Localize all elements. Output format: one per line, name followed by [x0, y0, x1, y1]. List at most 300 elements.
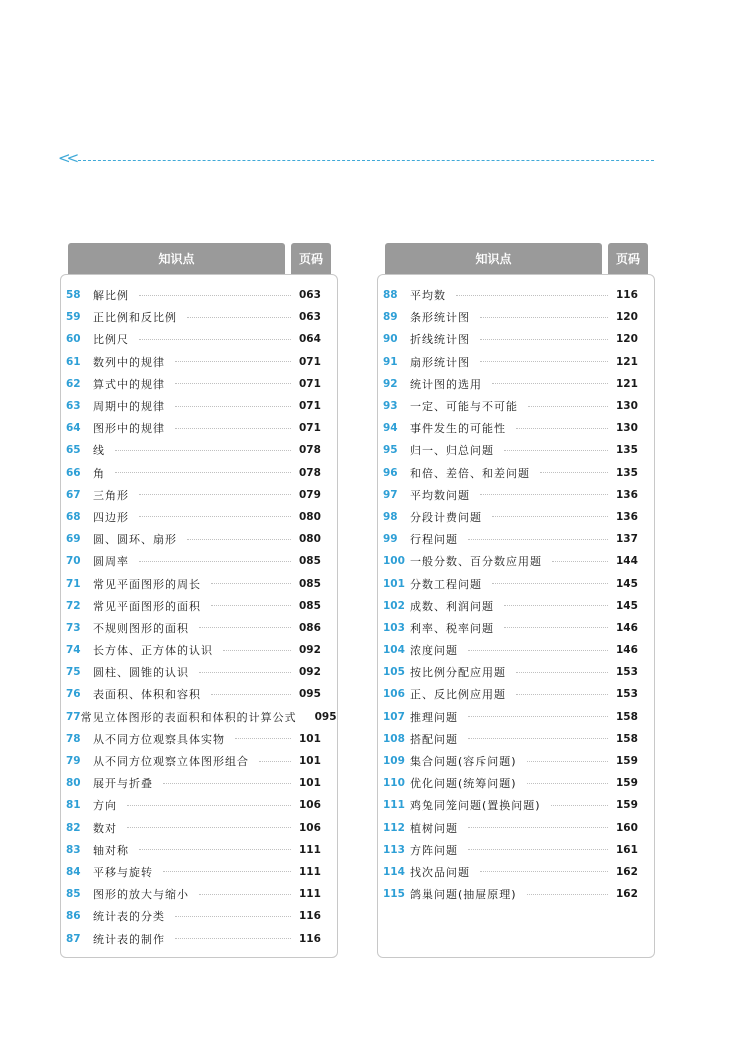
entry-title: 事件发生的可能性 — [410, 422, 506, 436]
toc-entry[interactable] — [378, 595, 654, 617]
entry-title: 常见平面图形的面积 — [93, 599, 201, 613]
entry-number: 99 — [383, 533, 398, 546]
dot-leader — [527, 894, 608, 895]
toc-entry[interactable] — [378, 395, 654, 417]
dot-leader — [492, 583, 608, 584]
entry-number: 85 — [66, 888, 81, 901]
entry-number: 109 — [383, 755, 405, 768]
toc-entry[interactable] — [61, 927, 337, 949]
toc-entry[interactable] — [378, 284, 654, 306]
toc-entry[interactable] — [61, 373, 337, 395]
entry-title: 线 — [93, 444, 105, 458]
entry-page: 145 — [616, 577, 638, 590]
entry-title: 圆周率 — [93, 555, 129, 569]
entry-number: 110 — [383, 777, 405, 790]
entry-number: 112 — [383, 821, 405, 834]
entry-page: 135 — [616, 444, 638, 457]
dot-leader — [139, 339, 291, 340]
entry-title: 集合问题(容斥问题) — [410, 755, 517, 769]
entry-title: 推理问题 — [410, 710, 458, 724]
entry-page: 111 — [299, 865, 321, 878]
entry-title: 按比例分配应用题 — [410, 666, 506, 680]
entry-number: 102 — [383, 599, 405, 612]
toc-entry[interactable] — [61, 572, 337, 594]
entry-title: 一定、可能与不可能 — [410, 400, 518, 414]
entry-title: 展开与折叠 — [93, 777, 153, 791]
toc-entry[interactable] — [61, 772, 337, 794]
entry-title: 圆柱、圆锥的认识 — [93, 666, 189, 680]
entry-title: 一般分数、百分数应用题 — [410, 555, 542, 569]
entry-page: 071 — [299, 377, 321, 390]
dot-leader — [235, 738, 291, 739]
toc-entry[interactable] — [378, 683, 654, 705]
toc-entry[interactable] — [378, 506, 654, 528]
entry-page: 161 — [616, 843, 638, 856]
toc-entry[interactable] — [378, 794, 654, 816]
entry-number: 77 — [66, 710, 81, 723]
entry-title: 优化问题(统筹问题) — [410, 777, 517, 791]
entry-title: 植树问题 — [410, 821, 458, 835]
toc-entry[interactable] — [378, 861, 654, 883]
entry-number: 114 — [383, 865, 405, 878]
entry-number: 115 — [383, 888, 405, 901]
toc-entry[interactable] — [61, 728, 337, 750]
entry-title: 正比例和反比例 — [93, 311, 177, 325]
toc-entry[interactable] — [378, 728, 654, 750]
entry-page: 136 — [616, 488, 638, 501]
entry-page: 120 — [616, 311, 638, 324]
dot-leader — [139, 516, 291, 517]
dot-leader — [175, 428, 291, 429]
entry-page: 085 — [299, 599, 321, 612]
dot-leader — [468, 738, 608, 739]
entry-title: 从不同方位观察具体实物 — [93, 732, 225, 746]
entry-title: 数对 — [93, 821, 117, 835]
entry-number: 83 — [66, 843, 81, 856]
entry-page: 106 — [299, 821, 321, 834]
entry-number: 70 — [66, 555, 81, 568]
toc-list — [61, 284, 337, 950]
entry-page: 121 — [616, 355, 638, 368]
entry-title: 成数、利润问题 — [410, 599, 494, 613]
entry-title: 行程问题 — [410, 533, 458, 547]
dot-leader — [480, 317, 608, 318]
toc-entry[interactable] — [61, 395, 337, 417]
entry-page: 158 — [616, 710, 638, 723]
toc-entry[interactable] — [61, 484, 337, 506]
entry-number: 76 — [66, 688, 81, 701]
entry-number: 71 — [66, 577, 81, 590]
toc-entry[interactable] — [378, 772, 654, 794]
dot-leader — [175, 406, 291, 407]
entry-page: 071 — [299, 400, 321, 413]
entry-page: 145 — [616, 599, 638, 612]
entry-page: 095 — [299, 688, 321, 701]
entry-title: 归一、归总问题 — [410, 444, 494, 458]
dot-leader — [115, 450, 291, 451]
toc-entry[interactable] — [61, 839, 337, 861]
entry-number: 113 — [383, 843, 405, 856]
entry-number: 67 — [66, 488, 81, 501]
toc-entry[interactable] — [61, 462, 337, 484]
toc-entry[interactable] — [61, 528, 337, 550]
dot-leader — [175, 938, 291, 939]
toc-entry[interactable] — [378, 528, 654, 550]
entry-number: 75 — [66, 666, 81, 679]
toc-entry[interactable] — [378, 328, 654, 350]
entry-title: 找次品问题 — [410, 865, 470, 879]
toc-entry[interactable] — [378, 839, 654, 861]
toc-entry[interactable] — [378, 484, 654, 506]
entry-number: 97 — [383, 488, 398, 501]
dot-leader — [163, 871, 291, 872]
entry-page: 071 — [299, 422, 321, 435]
entry-title: 常见立体图形的表面积和体积的计算公式 — [80, 710, 297, 724]
toc-entry[interactable] — [61, 905, 337, 927]
entry-title: 轴对称 — [93, 843, 129, 857]
entry-number: 60 — [66, 333, 81, 346]
entry-title: 浓度问题 — [410, 644, 458, 658]
toc-entry[interactable] — [378, 306, 654, 328]
toc-entry[interactable] — [378, 572, 654, 594]
dot-leader — [211, 694, 291, 695]
dot-leader — [468, 539, 608, 540]
dot-leader — [139, 295, 291, 296]
entry-number: 104 — [383, 644, 405, 657]
entry-page: 136 — [616, 510, 638, 523]
entry-title: 算式中的规律 — [93, 377, 165, 391]
entry-number: 91 — [383, 355, 398, 368]
entry-page: 079 — [299, 488, 321, 501]
entry-page: 092 — [299, 666, 321, 679]
double-chevron-left-icon: << — [58, 149, 76, 167]
toc-entry[interactable] — [61, 595, 337, 617]
toc-entry[interactable] — [378, 462, 654, 484]
dashed-line — [78, 160, 654, 161]
dot-leader — [527, 761, 608, 762]
entry-number: 81 — [66, 799, 81, 812]
toc-entry[interactable] — [61, 883, 337, 905]
toc-panel-right — [377, 243, 655, 959]
entry-page: 130 — [616, 422, 638, 435]
entry-number: 96 — [383, 466, 398, 479]
toc-panel-left — [60, 243, 338, 959]
entry-page: 071 — [299, 355, 321, 368]
entry-title: 表面积、体积和容积 — [93, 688, 201, 702]
entry-page: 078 — [299, 444, 321, 457]
entry-title: 圆、圆环、扇形 — [93, 533, 177, 547]
entry-page: 080 — [299, 533, 321, 546]
toc-entry[interactable] — [61, 328, 337, 350]
toc-entry[interactable] — [61, 817, 337, 839]
entry-number: 111 — [383, 799, 405, 812]
entry-page: 063 — [299, 289, 321, 302]
entry-page: 162 — [616, 888, 638, 901]
entry-title: 周期中的规律 — [93, 400, 165, 414]
entry-page: 111 — [299, 843, 321, 856]
dot-leader — [468, 650, 608, 651]
entry-number: 73 — [66, 621, 81, 634]
dot-leader — [516, 672, 608, 673]
entry-number: 59 — [66, 311, 81, 324]
dot-leader — [139, 849, 291, 850]
entry-page: 144 — [616, 555, 638, 568]
dot-leader — [468, 827, 608, 828]
entry-title: 条形统计图 — [410, 311, 470, 325]
entry-number: 69 — [66, 533, 81, 546]
entry-number: 90 — [383, 333, 398, 346]
entry-number: 79 — [66, 755, 81, 768]
dot-leader — [139, 494, 291, 495]
dot-leader — [540, 472, 608, 473]
entry-number: 84 — [66, 865, 81, 878]
entry-page: 121 — [616, 377, 638, 390]
entry-title: 利率、税率问题 — [410, 621, 494, 635]
toc-entry[interactable] — [378, 883, 654, 905]
entry-page: 101 — [299, 777, 321, 790]
entry-number: 106 — [383, 688, 405, 701]
entry-title: 三角形 — [93, 488, 129, 502]
toc-entry[interactable] — [378, 617, 654, 639]
entry-title: 鸡兔同笼问题(置换问题) — [410, 799, 541, 813]
entry-page: 116 — [299, 932, 321, 945]
entry-title: 分段计费问题 — [410, 510, 482, 524]
toc-entry[interactable] — [378, 373, 654, 395]
dot-leader — [492, 383, 608, 384]
dot-leader — [127, 827, 291, 828]
dot-leader — [504, 605, 608, 606]
entry-page: 160 — [616, 821, 638, 834]
dot-leader — [528, 406, 608, 407]
dot-leader — [163, 783, 291, 784]
toc-entry[interactable] — [378, 417, 654, 439]
dot-leader — [187, 539, 291, 540]
entry-page: 116 — [299, 910, 321, 923]
dot-leader — [115, 472, 291, 473]
dot-leader — [551, 805, 608, 806]
toc-entry[interactable] — [61, 639, 337, 661]
entry-number: 62 — [66, 377, 81, 390]
entry-number: 65 — [66, 444, 81, 457]
entry-title: 图形的放大与缩小 — [93, 888, 189, 902]
topic-column-header: 知识点 — [385, 243, 602, 274]
entry-number: 74 — [66, 644, 81, 657]
entry-page: 146 — [616, 644, 638, 657]
entry-page: 159 — [616, 777, 638, 790]
entry-number: 101 — [383, 577, 405, 590]
entry-page: 153 — [616, 666, 638, 679]
toc-entry[interactable] — [378, 750, 654, 772]
entry-title: 角 — [93, 466, 105, 480]
dot-leader — [504, 627, 608, 628]
dot-leader — [211, 583, 291, 584]
entry-title: 扇形统计图 — [410, 355, 470, 369]
entry-title: 方阵问题 — [410, 843, 458, 857]
entry-page: 116 — [616, 289, 638, 302]
entry-number: 86 — [66, 910, 81, 923]
entry-page: 162 — [616, 865, 638, 878]
toc-entry[interactable] — [61, 706, 337, 728]
entry-number: 61 — [66, 355, 81, 368]
dot-leader — [139, 561, 291, 562]
entry-title: 方向 — [93, 799, 117, 813]
entry-number: 78 — [66, 732, 81, 745]
dot-leader — [492, 516, 608, 517]
dot-leader — [175, 383, 291, 384]
entry-title: 比例尺 — [93, 333, 129, 347]
toc-entry[interactable] — [378, 639, 654, 661]
toc-entry[interactable] — [61, 284, 337, 306]
entry-number: 93 — [383, 400, 398, 413]
entry-title: 正、反比例应用题 — [410, 688, 506, 702]
toc-entry[interactable] — [61, 861, 337, 883]
dot-leader — [480, 871, 608, 872]
entry-number: 89 — [383, 311, 398, 324]
entry-title: 数列中的规律 — [93, 355, 165, 369]
entry-page: 086 — [299, 621, 321, 634]
entry-title: 折线统计图 — [410, 333, 470, 347]
toc-entry[interactable] — [61, 439, 337, 461]
toc-entry[interactable] — [61, 661, 337, 683]
dot-leader — [480, 339, 608, 340]
entry-title: 从不同方位观察立体图形组合 — [93, 755, 249, 769]
entry-page: 153 — [616, 688, 638, 701]
toc-entry[interactable] — [61, 550, 337, 572]
dot-leader — [552, 561, 608, 562]
entry-page: 063 — [299, 311, 321, 324]
dot-leader — [516, 428, 608, 429]
page-column-header: 页码 — [608, 243, 648, 274]
entry-number: 88 — [383, 289, 398, 302]
entry-number: 100 — [383, 555, 405, 568]
dot-leader — [199, 627, 291, 628]
entry-number: 64 — [66, 422, 81, 435]
entry-title: 分数工程问题 — [410, 577, 482, 591]
dot-leader — [223, 650, 291, 651]
entry-number: 63 — [66, 400, 81, 413]
entry-title: 解比例 — [93, 289, 129, 303]
dot-leader — [456, 295, 608, 296]
entry-title: 四边形 — [93, 510, 129, 524]
toc-list-box — [60, 274, 338, 958]
toc-entry[interactable] — [378, 550, 654, 572]
entry-number: 98 — [383, 510, 398, 523]
toc-entry[interactable] — [61, 306, 337, 328]
toc-entry[interactable] — [378, 351, 654, 373]
entry-page: 064 — [299, 333, 321, 346]
toc-entry[interactable] — [378, 439, 654, 461]
toc-entry[interactable] — [61, 617, 337, 639]
entry-title: 平均数问题 — [410, 488, 470, 502]
toc-entry[interactable] — [378, 706, 654, 728]
entry-number: 95 — [383, 444, 398, 457]
entry-number: 105 — [383, 666, 405, 679]
toc-entry[interactable] — [378, 661, 654, 683]
dot-leader — [259, 761, 291, 762]
dot-leader — [175, 361, 291, 362]
entry-number: 80 — [66, 777, 81, 790]
entry-title: 平移与旋转 — [93, 865, 153, 879]
dot-leader — [480, 494, 608, 495]
toc-entry[interactable] — [61, 683, 337, 705]
entry-page: 158 — [616, 732, 638, 745]
entry-number: 58 — [66, 289, 81, 302]
entry-number: 92 — [383, 377, 398, 390]
dot-leader — [127, 805, 291, 806]
dot-leader — [211, 605, 291, 606]
dot-leader — [187, 317, 291, 318]
entry-number: 94 — [383, 422, 398, 435]
topic-column-header: 知识点 — [68, 243, 285, 274]
entry-page: 078 — [299, 466, 321, 479]
entry-title: 长方体、正方体的认识 — [93, 644, 213, 658]
dot-leader — [480, 361, 608, 362]
toc-entry[interactable] — [61, 794, 337, 816]
entry-page: 159 — [616, 755, 638, 768]
entry-page: 085 — [299, 577, 321, 590]
entry-page: 085 — [299, 555, 321, 568]
entry-page: 137 — [616, 533, 638, 546]
entry-title: 鸽巢问题(抽屉原理) — [410, 888, 517, 902]
entry-title: 不规则图形的面积 — [93, 621, 189, 635]
dot-leader — [468, 716, 608, 717]
dot-leader — [504, 450, 608, 451]
entry-page: 101 — [299, 755, 321, 768]
entry-number: 108 — [383, 732, 405, 745]
entry-number: 68 — [66, 510, 81, 523]
entry-page: 146 — [616, 621, 638, 634]
entry-title: 统计表的制作 — [93, 932, 165, 946]
dot-leader — [516, 694, 608, 695]
entry-number: 82 — [66, 821, 81, 834]
entry-title: 统计图的选用 — [410, 377, 482, 391]
entry-page: 159 — [616, 799, 638, 812]
toc-entry[interactable] — [378, 817, 654, 839]
entry-number: 107 — [383, 710, 405, 723]
dot-leader — [468, 849, 608, 850]
entry-page: 120 — [616, 333, 638, 346]
entry-title: 搭配问题 — [410, 732, 458, 746]
toc-list — [378, 284, 654, 905]
toc-entry[interactable] — [61, 750, 337, 772]
entry-page: 080 — [299, 510, 321, 523]
entry-page: 092 — [299, 644, 321, 657]
entry-page: 135 — [616, 466, 638, 479]
entry-number: 103 — [383, 621, 405, 634]
page-column-header: 页码 — [291, 243, 331, 274]
entry-title: 统计表的分类 — [93, 910, 165, 924]
entry-number: 66 — [66, 466, 81, 479]
toc-entry[interactable] — [61, 506, 337, 528]
toc-entry[interactable] — [61, 351, 337, 373]
entry-title: 和倍、差倍、和差问题 — [410, 466, 530, 480]
toc-entry[interactable] — [61, 417, 337, 439]
decorative-divider — [58, 149, 654, 169]
dot-leader — [199, 894, 291, 895]
entry-title: 平均数 — [410, 289, 446, 303]
entry-page: 130 — [616, 400, 638, 413]
toc-list-box — [377, 274, 655, 958]
entry-title: 图形中的规律 — [93, 422, 165, 436]
entry-number: 87 — [66, 932, 81, 945]
entry-title: 常见平面图形的周长 — [93, 577, 201, 591]
dot-leader — [175, 916, 291, 917]
dot-leader — [527, 783, 608, 784]
entry-number: 72 — [66, 599, 81, 612]
dot-leader — [199, 672, 291, 673]
entry-page: 101 — [299, 732, 321, 745]
entry-page: 111 — [299, 888, 321, 901]
